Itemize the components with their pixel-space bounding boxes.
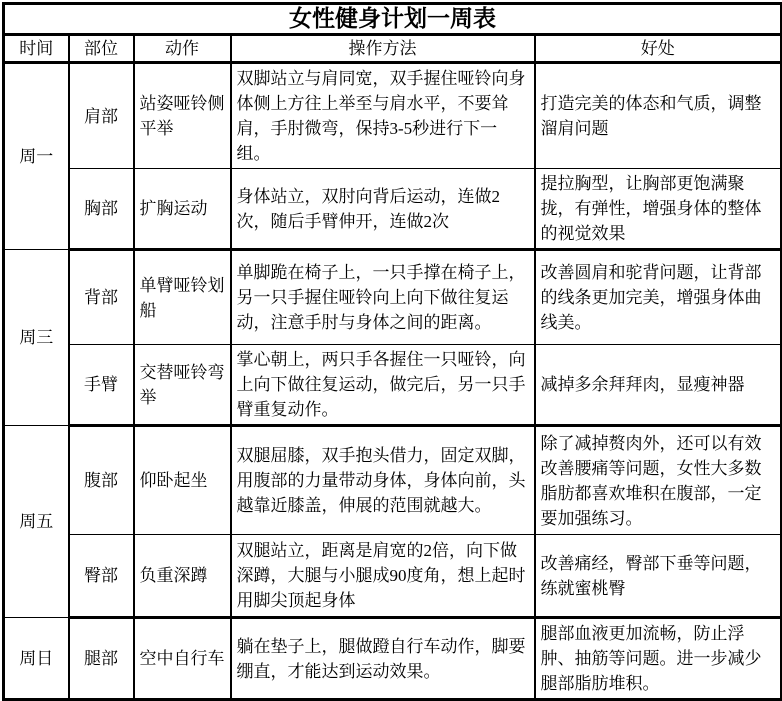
part-cell: 胸部 [69, 169, 134, 250]
method-cell: 身体站立，双肘向背后运动，连做2次，随后手臂伸开，连做2次 [231, 169, 535, 250]
part-cell: 臀部 [69, 535, 134, 618]
benefit-cell: 提拉胸型，让胸部更饱满聚拢，有弹性，增强身体的整体的视觉效果 [535, 169, 782, 250]
action-cell: 负重深蹲 [134, 535, 231, 618]
method-cell: 掌心朝上，两只手各握住一只哑铃，向上向下做往复运动，做完后，另一只手臂重复动作。 [231, 345, 535, 426]
part-cell: 腹部 [69, 426, 134, 535]
table-row [4, 250, 782, 345]
method-cell: 躺在垫子上，腿做蹬自行车动作，脚要绷直，才能达到运动效果。 [231, 618, 535, 700]
benefit-cell: 改善痛经，臀部下垂等问题，练就蜜桃臀 [535, 535, 782, 618]
benefit-cell: 改善圆肩和驼背问题，让背部的线条更加完美，增强身体曲线美。 [535, 250, 782, 345]
table-row [4, 535, 782, 618]
part-cell: 肩部 [69, 63, 134, 169]
action-cell: 站姿哑铃侧平举 [134, 63, 231, 169]
table-row [4, 618, 782, 700]
column-header-action: 动作 [134, 35, 231, 63]
column-header-benefit: 好处 [535, 35, 782, 63]
action-cell: 空中自行车 [134, 618, 231, 700]
column-header-part: 部位 [69, 35, 134, 63]
day-cell-wednesday: 周三 [4, 250, 69, 426]
day-cell-friday: 周五 [4, 426, 69, 618]
action-cell: 单臂哑铃划船 [134, 250, 231, 345]
column-header-time: 时间 [4, 35, 69, 63]
benefit-cell: 打造完美的体态和气质，调整溜肩问题 [535, 63, 782, 169]
part-cell: 腿部 [69, 618, 134, 700]
method-cell: 双腿站立，距离是肩宽的2倍，向下做深蹲，大腿与小腿成90度角，想上起时用脚尖顶起身体 [231, 535, 535, 618]
part-cell: 手臂 [69, 345, 134, 426]
part-cell: 背部 [69, 250, 134, 345]
method-cell: 双腿屈膝，双手抱头借力，固定双脚，用腹部的力量带动身体，身体向前，头越靠近膝盖，伸展的范围就越大。 [231, 426, 535, 535]
benefit-cell: 减掉多余拜拜肉，显瘦神器 [535, 345, 782, 426]
method-cell: 单脚跪在椅子上，一只手撑在椅子上，另一只手握住哑铃向上向下做往复运动，注意手肘与身体之间的距离。 [231, 250, 535, 345]
table-row [4, 63, 782, 169]
table-row [4, 345, 782, 426]
table-row [4, 426, 782, 535]
action-cell: 交替哑铃弯举 [134, 345, 231, 426]
fitness-plan-table [2, 2, 782, 701]
column-header-method: 操作方法 [231, 35, 535, 63]
method-cell: 双脚站立与肩同宽，双手握住哑铃向身体侧上方往上举至与肩水平，不要耸肩，手肘微弯，保持3-5秒进行下一组。 [231, 63, 535, 169]
action-cell: 扩胸运动 [134, 169, 231, 250]
table-row [4, 169, 782, 250]
page-title: 女性健身计划一周表 [4, 4, 782, 35]
day-cell-sunday: 周日 [4, 618, 69, 700]
benefit-cell: 腿部血液更加流畅，防止浮肿、抽筋等问题。进一步减少腿部脂肪堆积。 [535, 618, 782, 700]
benefit-cell: 除了减掉赘肉外，还可以有效改善腰痛等问题，女性大多数脂肪都喜欢堆积在腹部，一定要加强练习。 [535, 426, 782, 535]
action-cell: 仰卧起坐 [134, 426, 231, 535]
day-cell-monday: 周一 [4, 63, 69, 250]
